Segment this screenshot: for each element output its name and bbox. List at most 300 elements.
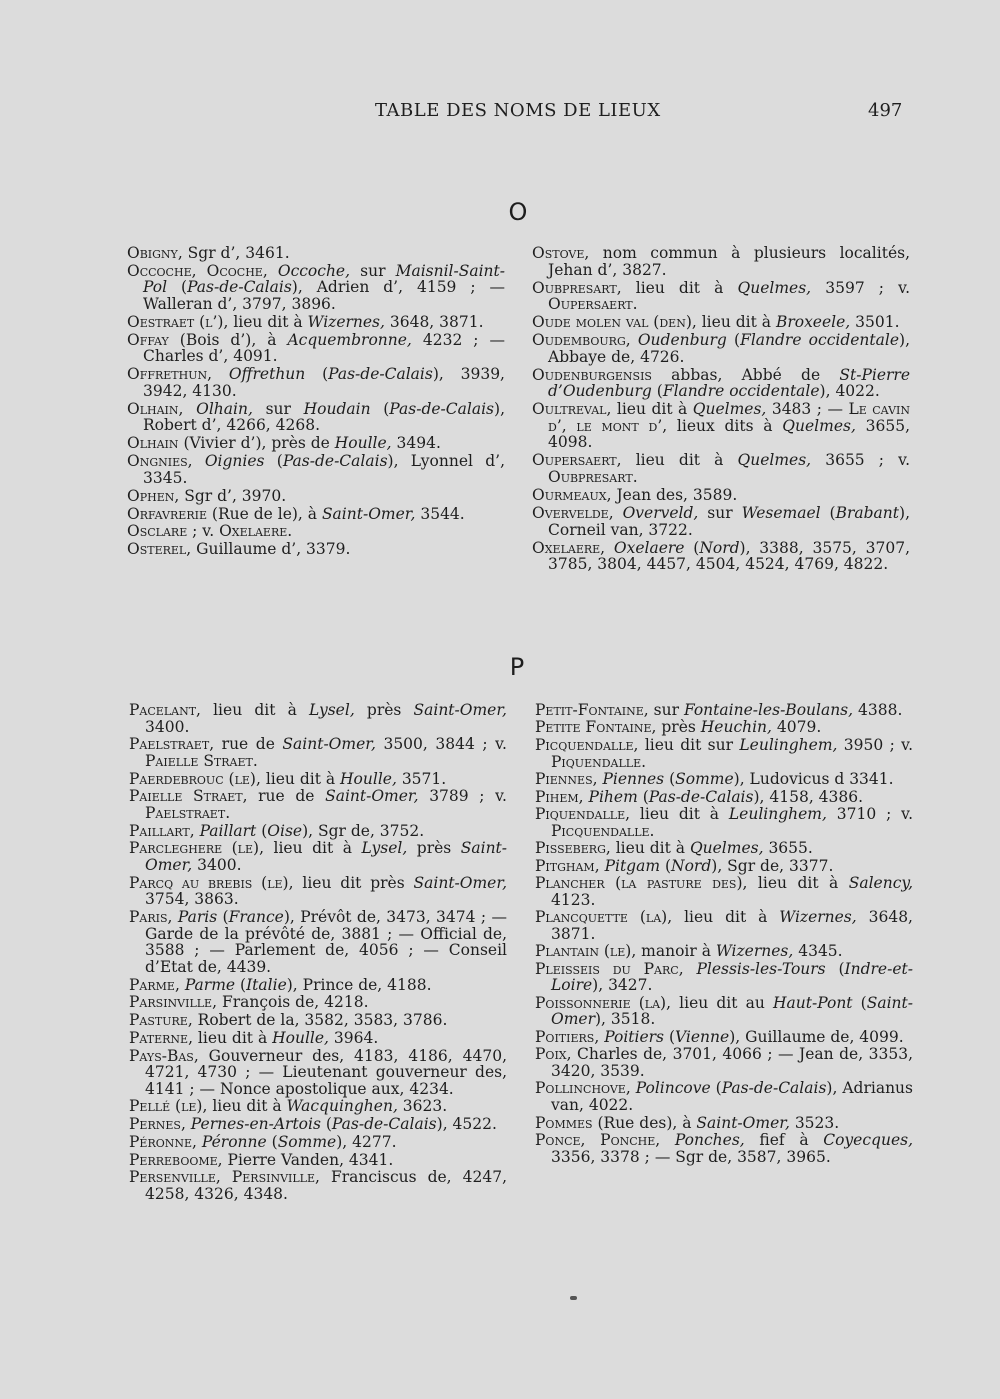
entry-text: ), 3388, 3575, 3707, 3785, 3804, 4457, 4504, 4524, 4769, 4822.: [548, 538, 910, 574]
entry-italic: Quelmes,: [737, 451, 812, 470]
index-entry: [535, 1115, 913, 1132]
entry-headword: Parme: [129, 975, 175, 994]
entry-text: 3400.: [192, 856, 242, 875]
entry-headword: Osclare: [127, 522, 188, 541]
entry-text: , manoir à: [631, 942, 716, 961]
index-entry: [127, 366, 505, 399]
entry-text: ,: [580, 1130, 601, 1149]
entry-italic: Plessis-les-Tours: [696, 959, 826, 978]
entry-crossref: Oubpresart: [548, 468, 633, 487]
entry-italic: Lysel,: [308, 701, 355, 719]
entry-italic: Coyecques,: [823, 1130, 913, 1149]
entry-headword: Pleisseis du Parc: [535, 959, 679, 978]
index-entry: [535, 961, 913, 994]
entry-italic: Saint-Omer,: [145, 839, 508, 875]
entry-italic: Indre-et-Loire: [551, 959, 913, 995]
entry-text: ,: [594, 856, 605, 875]
index-entry: [535, 1046, 913, 1079]
running-head: TABLE DES NOMS DE LIEUX: [375, 100, 661, 121]
index-entry: [535, 719, 913, 736]
index-entry: [127, 541, 505, 558]
entry-italic: Ponches,: [674, 1130, 745, 1149]
entry-headword: Ophen: [127, 486, 175, 505]
entry-headword: Paielle Straet: [129, 787, 243, 806]
entry-text: près: [407, 839, 461, 858]
entry-text: ), Corneil van, 3722.: [548, 504, 910, 539]
entry-italic: Houlle,: [334, 434, 392, 453]
entry-text: , près: [651, 718, 701, 737]
entry-text: 4345.: [793, 942, 843, 961]
entry-italic: Quelmes,: [689, 839, 764, 858]
entry-text: (: [264, 452, 283, 471]
entry-text: ), 3939, 3942, 4130.: [143, 365, 505, 400]
entry-headword: Persinville: [231, 1168, 316, 1187]
entry-headword: Picquendalle: [535, 735, 634, 754]
entry-italic: Fontaine-les-Boulans,: [683, 701, 854, 719]
entry-text: .: [632, 468, 638, 487]
section-letter-p: P: [509, 653, 525, 681]
entry-headword: Oupersaert: [532, 451, 617, 470]
entry-text: (: [684, 538, 700, 557]
entry-text: ), Sgr de, 3752.: [302, 821, 425, 840]
entry-headword: Pays-Bas: [129, 1046, 194, 1065]
entry-italic: Flandre occidentale: [662, 382, 820, 401]
entry-headword: Offay: [127, 330, 169, 349]
entry-italic: Leulinghem,: [739, 735, 838, 754]
entry-text: (: [320, 1115, 332, 1134]
index-entry: [532, 540, 910, 573]
entry-italic: Wizernes,: [307, 312, 385, 331]
entry-headword: Overvelde: [532, 504, 609, 523]
entry-text: (: [167, 278, 188, 297]
entry-text: , lieu dit à: [605, 839, 690, 858]
entry-italic: Pas-de-Calais: [648, 787, 754, 806]
entry-text: 3523.: [789, 1113, 840, 1132]
entry-headword: Paterne: [129, 1028, 189, 1047]
entry-italic: Parme: [184, 975, 236, 994]
entry-text: , nom commun à plusieurs localités, Jehan d’, 3827.: [548, 244, 910, 279]
entry-text: ), Adrien d’, 4159 ; — Walleran d’, 3797, 3896.: [143, 278, 505, 314]
entry-text: (Bois d’), à: [168, 330, 288, 349]
entry-text: 3655.: [763, 839, 813, 858]
index-entry: [532, 505, 910, 538]
entry-text: ,: [608, 504, 623, 523]
entry-crossref: Picquendalle: [551, 821, 650, 840]
index-entry: [535, 771, 913, 788]
entry-italic: Leulinghem,: [728, 805, 827, 824]
entry-italic: Oignies: [204, 452, 265, 471]
entry-text: 3356, 3378 ; — Sgr de, 3587, 3965.: [551, 1147, 831, 1166]
index-entry: [129, 771, 507, 788]
entry-headword: Perreboome: [129, 1150, 218, 1169]
entry-headword: Pacelant: [129, 701, 197, 719]
entry-text: , lieu dit à: [625, 805, 729, 824]
entry-headword: Oudembourg: [532, 331, 626, 350]
index-entry: [129, 1152, 507, 1169]
index-entry: [535, 858, 913, 875]
section-letter-o: O: [508, 198, 528, 226]
entry-text: , lieu dit à: [188, 1028, 273, 1047]
entry-italic: Wacquinghen,: [286, 1097, 398, 1116]
index-entry: [129, 823, 507, 840]
entry-text: (Rue des), à: [592, 1113, 697, 1132]
entry-headword: Piennes: [535, 770, 593, 789]
entry-headword: Pernes: [129, 1115, 181, 1134]
index-entry: [532, 332, 910, 365]
entry-text: 4123.: [551, 890, 596, 909]
index-entry: [535, 909, 913, 942]
entry-text: ,: [594, 1027, 605, 1046]
index-entry: [129, 702, 507, 735]
entry-text: ), 4022.: [819, 382, 880, 401]
entry-text: ), Abbaye de, 4726.: [548, 331, 910, 366]
index-entry: [532, 401, 910, 451]
index-entry: [127, 401, 505, 434]
entry-italic: Oise: [267, 821, 303, 840]
entry-headword: Parsinville: [129, 993, 213, 1012]
entry-headword: Pisseberg: [535, 839, 606, 858]
entry-text: (: [305, 365, 329, 384]
index-entry: [127, 453, 505, 486]
entry-italic: Polincove: [635, 1079, 711, 1098]
entry-italic: Somme: [277, 1132, 337, 1151]
entry-text: , Robert de la, 3582, 3583, 3786.: [187, 1011, 448, 1030]
entry-text: (: [664, 770, 676, 789]
entry-text: fief à: [744, 1130, 824, 1149]
index-entry: [129, 1030, 507, 1047]
entry-text: ,: [678, 959, 697, 978]
entry-headword: Parcq au brebis (le): [129, 873, 289, 892]
entry-italic: Offrethun: [228, 365, 306, 384]
entry-headword: Petite Fontaine: [535, 718, 652, 737]
entry-text: abbas, Abbé de: [651, 365, 840, 384]
entry-headword: Paerdebrouc (le): [129, 769, 256, 788]
index-entry: [535, 995, 913, 1028]
entry-text: , lieu dit sur: [633, 735, 740, 754]
index-entry: [129, 1134, 507, 1151]
entry-text: (: [726, 331, 741, 350]
entry-text: 3648, 3871.: [551, 908, 913, 943]
index-entry: [532, 245, 910, 278]
entry-italic: Pas-de-Calais: [328, 365, 433, 384]
entry-headword: Obigny: [127, 244, 178, 262]
entry-headword: Ourmeaux: [532, 486, 607, 505]
entry-italic: Péronne: [201, 1132, 267, 1151]
index-entry: [535, 737, 913, 770]
entry-headword: Persenville: [129, 1168, 216, 1187]
entry-text: , Charles de, 3701, 4066 ; — Jean de, 3353, 3420, 3539.: [551, 1045, 913, 1080]
entry-text: (: [235, 975, 247, 994]
entry-italic: Salency,: [848, 874, 913, 893]
index-entry: [532, 280, 910, 313]
entry-headword: Paris: [129, 908, 168, 927]
entry-text: 3571.: [396, 769, 447, 788]
index-entry: [129, 1012, 507, 1029]
index-entry: [127, 435, 505, 452]
index-entry: [532, 367, 910, 400]
index-entry: [127, 506, 505, 523]
entry-italic: Brabant: [835, 504, 900, 523]
entry-text: (: [637, 787, 649, 806]
entry-italic: Maisnil-Saint-Pol: [143, 261, 506, 297]
entry-text: 3483 ; —: [766, 400, 849, 419]
entry-text: (: [820, 504, 836, 523]
ink-speck: [570, 1296, 577, 1300]
entry-text: 3655 ; v.: [811, 451, 910, 470]
entry-italic: Olhain,: [196, 399, 253, 418]
entry-text: ,: [600, 538, 614, 557]
entry-text: ,: [174, 975, 185, 994]
entry-text: ,: [187, 452, 205, 471]
entry-headword: Ongnies: [127, 452, 188, 471]
entry-text: ,: [215, 1168, 232, 1187]
index-entry: [535, 1080, 913, 1113]
entry-text: , Guillaume d’, 3379.: [186, 540, 351, 559]
entry-text: , Jean des, 3589.: [606, 486, 738, 505]
entry-crossref: Oxelaere: [219, 522, 288, 541]
entry-italic: Pernes-en-Artois: [190, 1115, 321, 1134]
entry-text: , lieu dit à: [616, 451, 738, 470]
entry-crossref: Oupersaert: [548, 295, 633, 314]
entry-headword: Petit-Fontaine: [535, 701, 644, 719]
entry-text: , lieu dit à: [691, 313, 776, 332]
index-column-p-left: [129, 702, 507, 1204]
entry-text: (: [660, 856, 672, 875]
entry-italic: Wizernes,: [715, 942, 794, 961]
entry-text: , lieu dit au: [666, 993, 773, 1012]
entry-text: , lieu dit à: [255, 769, 341, 788]
entry-text: , Sgr d’, 3461.: [177, 244, 290, 262]
entry-headword: Occoche: [127, 261, 192, 280]
entry-italic: Flandre occidentale: [740, 331, 900, 350]
entry-text: ), Prince de, 4188.: [286, 975, 432, 994]
entry-text: , lieu dit à: [616, 278, 738, 297]
index-entry: [535, 840, 913, 857]
index-entry: [129, 1098, 507, 1115]
entry-italic: Saint-Omer,: [696, 1113, 790, 1132]
entry-italic: Pas-de-Calais: [721, 1079, 827, 1098]
entry-text: ), Lyonnel d’, 3345.: [143, 452, 505, 487]
entry-text: , lieu dit près: [288, 873, 414, 892]
entry-italic: Saint-Omer,: [413, 701, 507, 719]
index-entry: [127, 488, 505, 505]
entry-italic: Piennes: [602, 770, 665, 789]
entry-italic: Saint-Omer,: [321, 504, 416, 523]
entry-text: , lieu dit à: [196, 701, 309, 719]
entry-text: (: [217, 908, 229, 927]
entry-text: , lieu dit à: [606, 400, 693, 419]
entry-italic: Broxeele,: [775, 313, 851, 332]
index-entry: [535, 806, 913, 839]
index-entry: [535, 1132, 913, 1165]
entry-italic: France: [228, 908, 284, 927]
entry-headword: Piquendalle: [535, 805, 626, 824]
entry-italic: Pas-de-Calais: [282, 452, 388, 471]
entry-text: , lieux dits à: [662, 416, 783, 435]
entry-text: sur: [698, 504, 742, 523]
entry-text: ,: [178, 399, 197, 418]
entry-text: (: [825, 959, 845, 978]
index-entry: [129, 788, 507, 821]
entry-headword: Pommes: [535, 1113, 593, 1132]
entry-text: , François de, 4218.: [212, 993, 369, 1012]
entry-text: 4079.: [771, 718, 822, 737]
index-entry: [129, 736, 507, 769]
entry-headword: Oestraet (l’): [127, 312, 224, 331]
entry-italic: Pihem: [588, 787, 638, 806]
entry-italic: Oxelaere: [613, 538, 685, 557]
entry-italic: Paris: [177, 908, 218, 927]
entry-headword: Oultreval: [532, 400, 607, 419]
entry-italic: Houlle,: [340, 769, 397, 788]
entry-headword: Pasture: [129, 1011, 188, 1030]
entry-text: ,: [207, 365, 229, 384]
index-entry: [532, 314, 910, 331]
entry-italic: Pitgam: [604, 856, 661, 875]
entry-headword: Offrethun: [127, 365, 208, 384]
index-column-o-left: [127, 245, 505, 559]
entry-italic: Wesemael: [741, 504, 821, 523]
entry-italic: Nord: [699, 538, 740, 557]
entry-text: ,: [192, 1132, 202, 1151]
entry-text: ), 4277.: [336, 1132, 397, 1151]
entry-italic: Houdain: [303, 399, 371, 418]
entry-headword: Parcleghere (le): [129, 839, 260, 858]
entry-headword: Olhain: [127, 434, 179, 453]
entry-headword: Poitiers: [535, 1027, 595, 1046]
entry-italic: Quelmes,: [692, 400, 767, 419]
entry-text: .: [632, 295, 638, 314]
entry-text: 3789 ; v.: [418, 787, 507, 806]
entry-italic: Italie: [246, 975, 287, 994]
entry-text: sur: [350, 261, 396, 280]
entry-headword: Pollinchove: [535, 1079, 626, 1098]
entry-headword: Paelstraet: [129, 735, 210, 754]
entry-text: 3400.: [145, 717, 190, 736]
entry-text: (Vivier d’), près de: [178, 434, 335, 453]
entry-italic: Houlle,: [272, 1028, 329, 1047]
index-entry: [129, 1048, 507, 1098]
entry-italic: Poitiers: [604, 1027, 665, 1046]
index-entry: [127, 245, 505, 262]
entry-text: (: [852, 993, 867, 1012]
entry-headword: Oudenburgensis: [532, 365, 652, 384]
entry-text: 3964.: [329, 1028, 379, 1047]
entry-text: (: [370, 399, 390, 418]
index-entry: [127, 314, 505, 331]
entry-text: 3655, 4098.: [548, 416, 910, 452]
entry-headword: Paillart: [129, 821, 190, 840]
index-entry: [535, 1029, 913, 1046]
entry-text: ), Robert d’, 4266, 4268.: [143, 399, 505, 435]
entry-text: ; v.: [187, 522, 220, 541]
entry-text: , lieu dit à: [742, 874, 849, 893]
entry-text: ,: [625, 331, 638, 350]
entry-italic: Oudenburg: [637, 331, 727, 350]
index-entry: [532, 452, 910, 485]
entry-headword: Péronne: [129, 1132, 193, 1151]
entry-headword: Plancquette (la): [535, 908, 668, 927]
entry-italic: Occoche,: [277, 261, 351, 280]
entry-headword: Oxelaere: [532, 538, 601, 557]
entry-text: , rue de: [242, 787, 326, 806]
entry-text: 3623.: [397, 1097, 448, 1116]
entry-headword: Plancher (la pasture des): [535, 874, 743, 893]
index-entry: [129, 994, 507, 1011]
entry-italic: Acquembronne,: [287, 330, 412, 349]
entry-text: 3648, 3871.: [384, 312, 484, 331]
entry-text: , lieu dit à: [202, 1097, 287, 1116]
entry-text: (Rue de le), à: [206, 504, 322, 523]
entry-headword: Poix: [535, 1045, 567, 1064]
entry-crossref: Le cavin d’, le mont d’: [548, 400, 910, 435]
entry-headword: Ponche: [600, 1130, 656, 1149]
entry-italic: Somme: [675, 770, 734, 789]
entry-text: ,: [592, 770, 603, 789]
index-entry: [127, 523, 505, 540]
entry-text: , Pierre Vanden, 4341.: [217, 1150, 394, 1169]
entry-text: , lieu dit à: [223, 312, 308, 331]
entry-text: , lieu dit à: [259, 839, 362, 858]
entry-italic: St-Pierre d’Oudenburg: [548, 365, 910, 401]
entry-italic: Quelmes,: [737, 278, 812, 297]
index-entry: [535, 943, 913, 960]
index-entry: [127, 263, 505, 313]
entry-italic: Overveld,: [622, 504, 699, 523]
entry-text: ,: [655, 1130, 675, 1149]
entry-text: ), Ludovicus d 3341.: [733, 770, 894, 789]
entry-headword: Ostove: [532, 244, 585, 262]
entry-text: , Gouverneur des, 4183, 4186, 4470, 4721, 4730 ; — Lieutenant gouverneur des, 4141 ; — Nonce apostolique aux, 4234.: [145, 1046, 507, 1098]
entry-italic: Lysel,: [361, 839, 408, 858]
entry-headword: Orfavrerie: [127, 504, 207, 523]
entry-text: , lieu dit à: [667, 908, 780, 927]
entry-text: ), Adrianus van, 4022.: [551, 1079, 913, 1115]
entry-text: , sur: [643, 701, 684, 719]
entry-text: 4232 ; — Charles d’, 4091.: [143, 330, 506, 366]
entry-italic: Saint-Omer: [551, 993, 913, 1029]
entry-text: ), 3427.: [592, 976, 653, 995]
entry-text: (: [256, 821, 268, 840]
index-column-p-right: [535, 702, 913, 1166]
entry-text: (: [651, 382, 663, 401]
index-entry: [129, 909, 507, 975]
index-entry: [129, 1169, 507, 1202]
entry-text: ), Guillaume de, 4099.: [729, 1027, 904, 1046]
entry-text: 3494.: [391, 434, 441, 453]
entry-text: 3754, 3863.: [145, 890, 239, 909]
index-entry: [535, 789, 913, 806]
entry-italic: Haut-Pont: [772, 993, 853, 1012]
entry-text: .: [287, 522, 293, 541]
entry-text: sur: [252, 399, 304, 418]
entry-text: ,: [578, 787, 589, 806]
index-entry: [129, 977, 507, 994]
entry-italic: Wizernes,: [779, 908, 857, 927]
entry-text: ,: [180, 1115, 191, 1134]
entry-text: ), Sgr de, 3377.: [711, 856, 834, 875]
entry-text: ,: [262, 261, 278, 280]
entry-text: ), Prévôt de, 3473, 3474 ; — Garde de la prévôté de, 3881 ; — Official de, 3588 ; — Parlement de, 4056 ; — Conseil d’Etat de, 4439.: [145, 908, 507, 976]
entry-text: ,: [625, 1079, 636, 1098]
index-entry: [129, 840, 507, 873]
entry-crossref: Piquendalle: [551, 752, 642, 771]
entry-headword: Ocoche: [206, 261, 263, 280]
entry-text: ), 3518.: [595, 1010, 656, 1029]
entry-headword: Poissonnerie (la): [535, 993, 667, 1012]
entry-text: 3544.: [415, 504, 465, 523]
entry-text: .: [641, 752, 647, 771]
